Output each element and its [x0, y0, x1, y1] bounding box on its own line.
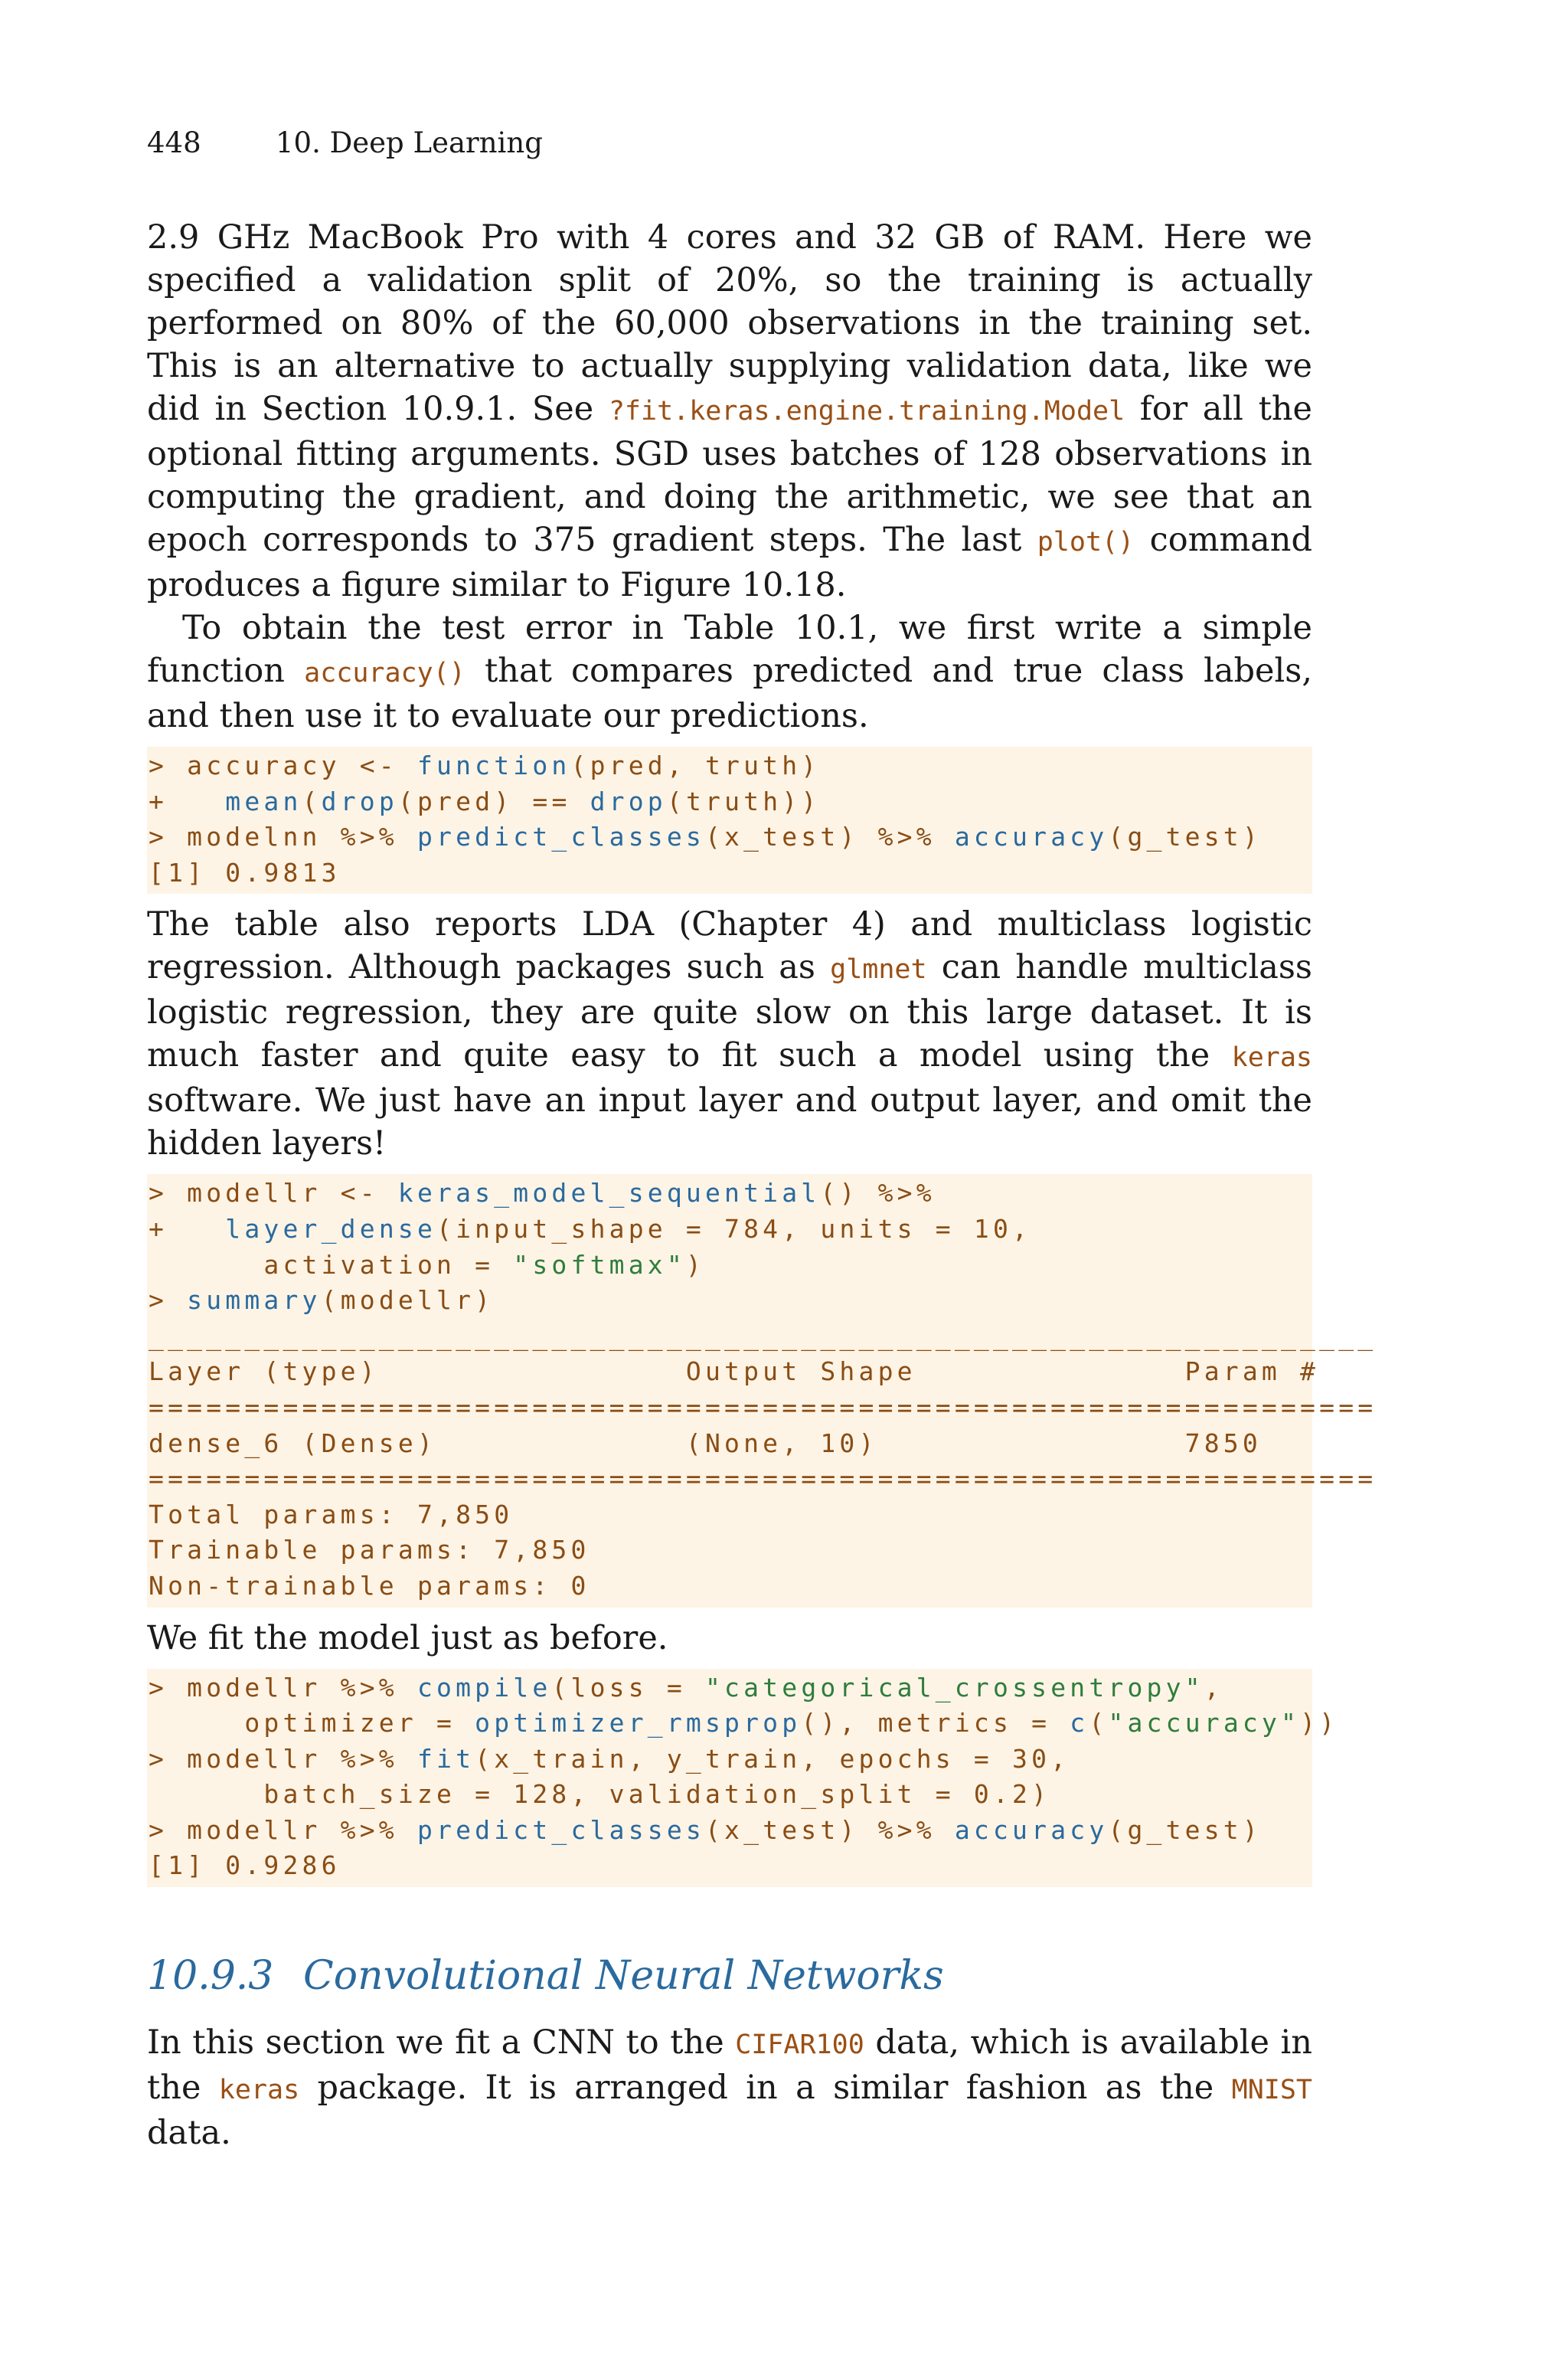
- code-token: (x_test) %>%: [704, 1814, 955, 1845]
- code-line: [149, 1813, 1312, 1849]
- text-run: 2.9 GHz MacBook Pro with 4 cores and 32 GB of RAM. Here we specified a validation split of 20%, so the training is actually performed on 80% of the 60,000 observations in the training set. This is an alternative to actually supplying validation data, like we did in Section 10.9.1. See: [147, 218, 1312, 428]
- code-token: drop: [321, 786, 398, 816]
- code-line: [149, 1354, 1320, 1390]
- code-token: > modelnn %>%: [149, 822, 417, 852]
- text-run: package. It is arranged in a similar fashion as the: [299, 2069, 1232, 2108]
- code-token: summary: [187, 1285, 322, 1316]
- code-line: [149, 748, 1312, 784]
- code-token: accuracy: [954, 1814, 1109, 1845]
- code-line: [149, 1848, 1312, 1884]
- text-run: that compares predicted and true class labels, and then use it to evaluate our predictions.: [147, 652, 1312, 735]
- inline-code: MNIST: [1231, 2075, 1312, 2106]
- page-number: 448: [147, 126, 201, 159]
- code-token: > modellr %>%: [149, 1672, 417, 1703]
- code-line: [149, 1777, 1312, 1813]
- code-token: (input_shape = 784, units = 10,: [436, 1213, 1032, 1244]
- inline-code: keras: [1231, 1042, 1312, 1074]
- paragraph-logistic-regression: [147, 903, 1312, 1165]
- code-block-fit: [147, 1669, 1339, 1888]
- code-token: activation =: [149, 1249, 514, 1280]
- paragraph-fit-model: [147, 1617, 1312, 1660]
- code-token: (g_test): [1108, 822, 1262, 852]
- code-token: +: [149, 786, 226, 816]
- code-token: [1] 0.9286: [149, 1850, 341, 1881]
- code-line: [149, 784, 1312, 820]
- code-token: optimizer_rmsprop: [475, 1708, 802, 1739]
- code-token: accuracy: [954, 822, 1109, 852]
- code-line: [149, 1497, 1312, 1533]
- code-token: (), metrics =: [801, 1708, 1070, 1739]
- paragraph-cnn-intro: [147, 2021, 1312, 2154]
- paragraph-training-details: [147, 216, 1312, 607]
- code-token: fit: [416, 1743, 475, 1774]
- code-token: "accuracy": [1108, 1708, 1301, 1739]
- inline-code: keras: [218, 2075, 300, 2106]
- code-token: +: [149, 1213, 226, 1244]
- code-token: "categorical_crossentropy": [704, 1672, 1204, 1703]
- code-line: [149, 1670, 1312, 1706]
- code-token: drop: [590, 786, 667, 816]
- code-block-accuracy: [147, 747, 1312, 894]
- code-token: > accuracy <-: [149, 751, 417, 780]
- code-token: (x_train, y_train, epochs = 30,: [475, 1743, 1070, 1774]
- code-token: ________________________________________________________________: [149, 1320, 1377, 1351]
- code-line: [149, 819, 1312, 855]
- code-token: Trainable params: 7,850: [149, 1535, 590, 1565]
- code-token: [1] 0.9813: [149, 857, 341, 888]
- code-token: (: [302, 786, 322, 816]
- code-token: Non-trainable params: 0: [149, 1570, 590, 1601]
- code-line: [149, 1283, 1312, 1319]
- code-token: (truth)): [666, 786, 821, 816]
- text-run: We fit the model just as before.: [147, 1618, 668, 1657]
- code-token: > modellr <-: [149, 1178, 398, 1209]
- text-run: can handle multiclass logistic regression, they are quite slow on this large dataset. It is much faster and quite easy to fit such a model using the: [147, 948, 1312, 1075]
- text-run: data, which is available in the: [147, 2023, 1312, 2108]
- code-token: Layer (type) Output Shape Param #: [149, 1356, 1320, 1387]
- running-head: [147, 126, 543, 159]
- code-token: (: [1089, 1708, 1109, 1739]
- text-run: In this section we fit a CNN to the: [147, 2023, 736, 2062]
- code-token: compile: [416, 1672, 552, 1703]
- code-token: )): [1300, 1708, 1339, 1739]
- code-token: >: [149, 1285, 188, 1316]
- text-run: for all the optional fitting arguments. SGD uses batches of 128 observations in computing the gradient, and doing the arithmetic, we see that an epoch corresponds to 375 gradient steps. The last: [147, 390, 1312, 559]
- code-token: layer_dense: [225, 1213, 437, 1244]
- code-token: () %>%: [820, 1178, 936, 1209]
- code-token: batch_size = 128, validation_split = 0.2): [149, 1779, 1051, 1810]
- paragraph-accuracy-function: [147, 607, 1312, 738]
- inline-code: accuracy(): [304, 658, 466, 689]
- text-run: software. We just have an input layer and output layer, and omit the hidden layers!: [147, 1081, 1312, 1163]
- text-run: data.: [147, 2114, 231, 2153]
- code-line: [149, 1212, 1312, 1248]
- section-heading: [147, 1954, 1312, 1998]
- inline-code: glmnet: [830, 954, 927, 986]
- code-token: ================================================================: [149, 1392, 1377, 1422]
- code-token: mean: [225, 786, 302, 816]
- code-line: [149, 1176, 1312, 1212]
- code-line: [149, 1248, 1312, 1284]
- inline-code: plot(): [1037, 527, 1135, 558]
- code-token: dense_6 (Dense) (None, 10) 7850: [149, 1428, 1262, 1458]
- text-run: To obtain the test error in Table 10.1, we first write a simple function: [147, 609, 1312, 690]
- code-token: predict_classes: [416, 822, 705, 852]
- code-token: Total params: 7,850: [149, 1499, 514, 1529]
- code-line: [149, 1461, 1377, 1497]
- code-token: ,: [1204, 1672, 1223, 1703]
- code-line: [149, 1742, 1312, 1778]
- code-token: (x_test) %>%: [704, 822, 955, 852]
- code-token: (g_test): [1108, 1814, 1262, 1845]
- code-token: (pred, truth): [570, 751, 821, 780]
- code-line: [149, 855, 1312, 891]
- section-number: 10.9.3: [147, 1953, 274, 2000]
- code-token: > modellr %>%: [149, 1743, 417, 1774]
- code-token: keras_model_sequential: [397, 1178, 821, 1209]
- text-run: The table also reports LDA (Chapter 4) and multiclass logistic regression. Although packages such as: [147, 905, 1312, 987]
- inline-code: ?fit.keras.engine.training.Model: [608, 396, 1125, 427]
- code-token: (loss =: [551, 1672, 705, 1703]
- code-line: [149, 1426, 1312, 1462]
- inline-code: CIFAR100: [735, 2030, 864, 2061]
- code-line: [149, 1706, 1339, 1742]
- code-token: (pred) ==: [397, 786, 590, 816]
- code-token: "softmax": [513, 1249, 686, 1280]
- code-token: c: [1070, 1708, 1089, 1739]
- code-token: (modellr): [321, 1285, 495, 1316]
- code-token: ): [685, 1249, 705, 1280]
- code-line: [149, 1319, 1377, 1355]
- main-content: [147, 216, 1377, 2154]
- code-line: [149, 1532, 1312, 1568]
- code-block-model-summary: [147, 1174, 1377, 1607]
- code-line: [149, 1568, 1312, 1604]
- chapter-title: 10. Deep Learning: [276, 126, 543, 159]
- section-title: Convolutional Neural Networks: [303, 1953, 944, 2000]
- text-run: command produces a figure similar to Figure 10.18.: [147, 521, 1312, 604]
- code-token: predict_classes: [416, 1814, 705, 1845]
- code-token: function: [416, 751, 571, 780]
- code-token: optimizer =: [149, 1708, 475, 1739]
- code-token: > modellr %>%: [149, 1814, 417, 1845]
- code-token: ================================================================: [149, 1464, 1377, 1494]
- code-line: [149, 1390, 1377, 1426]
